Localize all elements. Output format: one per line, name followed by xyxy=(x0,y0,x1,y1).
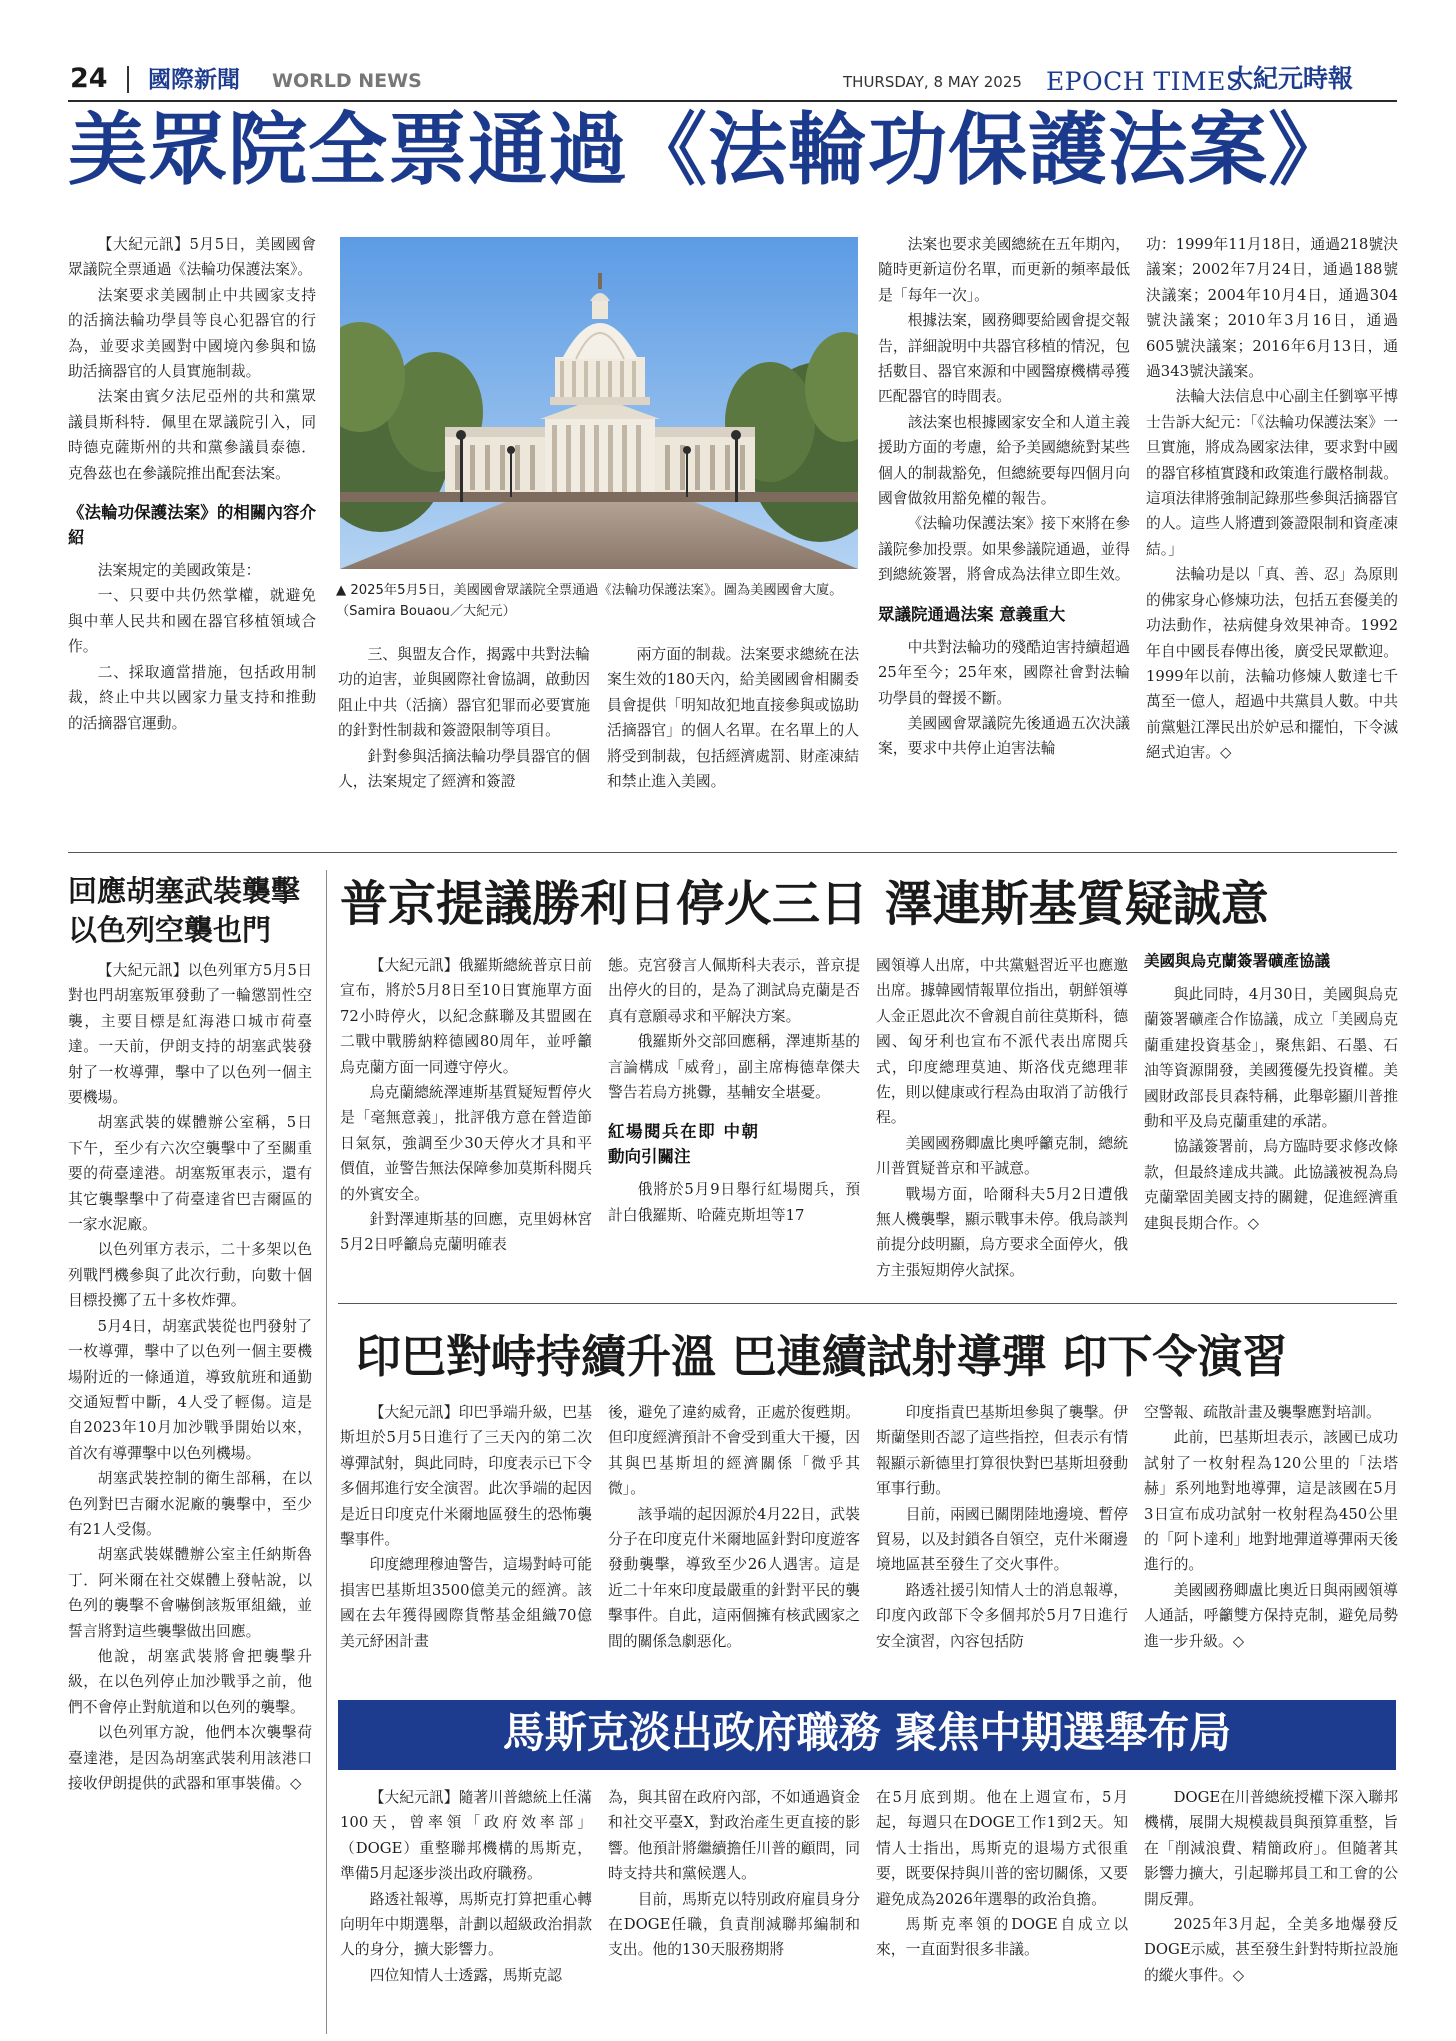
paragraph: 美國國務卿盧比奧呼籲克制，總統川普質疑普京和平誠意。 xyxy=(876,1134,1128,1178)
story4-headline: 馬斯克淡出政府職務 聚焦中期選舉布局 xyxy=(502,1708,1232,1757)
paragraph: 四位知情人士透露，馬斯克認 xyxy=(369,1966,562,1984)
story3-column-2 xyxy=(608,1400,860,1654)
paragraph: 胡塞武裝控制的衛生部稱，在以色列對巴吉爾水泥廠的襲擊中，至少有21人受傷。 xyxy=(68,1470,312,1538)
story2-column-1 xyxy=(340,953,592,1258)
paragraph: DOGE在川普總統授權下深入聯邦機構，展開大規模裁員與預算重整，旨在「削減浪費、精簡政府」。但隨著其影響力擴大，引起聯邦員工和工會的公開反彈。 xyxy=(1144,1789,1398,1908)
paragraph: 三、與盟友合作，揭露中共對法輪功的迫害，並與國際社會協調，啟動因阻止中共（活摘）器官犯罪而必要實施的針對性制裁和簽證限制等項目。 xyxy=(338,646,590,740)
subheading: 紅場閱兵在即 中朝動向引關注 xyxy=(608,1122,758,1167)
column-divider xyxy=(326,870,327,2034)
story1-column-3 xyxy=(607,642,859,794)
story3-column-1 xyxy=(340,1400,592,1654)
paragraph: 印度總理穆迪警告，這場對峙可能損害巴基斯坦3500億美元的經濟。該國在去年獲得國際貨幣基金組織70億美元紓困計畫 xyxy=(340,1556,592,1650)
paragraph: 此前，巴基斯坦表示，該國已成功試射了一枚射程為120公里的「法塔赫」系列地對地導彈，這是該國在5月3日宣布成功試射一枚射程為450公里的「阿卜達利」地對地彈道導彈兩天後進行的。 xyxy=(1144,1429,1398,1574)
paragraph: 胡塞武裝媒體辦公室主任納斯魯丁．阿米爾在社交媒體上發帖說，以色列的襲擊不會嚇倒該叛軍組織，並誓言將對這些襲擊做出回應。 xyxy=(68,1546,312,1640)
brand-logo-en: EPOCH TIMES xyxy=(1046,67,1244,96)
paragraph: 馬斯克率領的DOGE自成立以來，一直面對很多非議。 xyxy=(876,1916,1128,1959)
paragraph: 一、只要中共仍然掌權，就避免與中華人民共和國在器官移植領域合作。 xyxy=(68,587,316,656)
paragraph: 針對澤連斯基的回應，克里姆林宮5月2日呼籲烏克蘭明確表 xyxy=(340,1211,592,1254)
paragraph: 該法案也根據國家安全和人道主義援助方面的考慮，給予美國總統對某些個人的制裁豁免，但總統要每四個月向國會做敘用豁免權的報告。 xyxy=(878,413,1130,508)
paragraph: 美國國會眾議院先後通過五次決議案，要求中共停止迫害法輪 xyxy=(878,714,1130,758)
story2-headline: 普京提議勝利日停火三日 澤連斯基質疑誠意 xyxy=(340,876,1269,932)
paragraph: 【大紀元訊】俄羅斯總統普京日前宣布，將於5月8日至10日實施單方面72小時停火，以紀念蘇聯及其盟國在二戰中戰勝納粹德國80周年，並呼籲烏克蘭方面一同遵守停火。 xyxy=(340,957,592,1076)
paragraph: 空警報、疏散計畫及襲擊應對培訓。 xyxy=(1144,1404,1381,1421)
story2-column-4 xyxy=(1144,949,1398,1236)
side-headline: 回應胡塞武裝襲擊以色列空襲也門 xyxy=(68,874,301,947)
capitol-photo xyxy=(340,237,858,569)
paragraph: 二、採取適當措施，包括政用制裁，終止中共以國家力量支持和推動的活摘器官運動。 xyxy=(68,663,316,732)
paragraph: 法案由賓夕法尼亞州的共和黨眾議員斯科特．佩里在眾議院引入，同時德克薩斯州的共和黨參議員泰德．克魯茲也在參議院推出配套法案。 xyxy=(68,388,316,482)
subheading: 美國與烏克蘭簽署礦產協議 xyxy=(1144,952,1331,970)
paragraph: 目前，馬斯克以特別政府雇員身分在DOGE任職，負責削減聯邦編制和支出。他的130天服務期將 xyxy=(608,1890,860,1959)
paragraph: 路透社援引知情人士的消息報導，印度內政部下令多個邦於5月7日進行安全演習，內容包括防 xyxy=(876,1581,1128,1650)
brand-logo-zh: 大紀元時報 xyxy=(1228,64,1354,93)
main-headline: 美眾院全票通過《法輪功保護法案》 xyxy=(68,103,1348,196)
story3-headline: 印巴對峙持續升溫 巴連續試射導彈 印下令演習 xyxy=(356,1330,1288,1383)
page-number: 24 xyxy=(70,63,108,94)
paragraph: 兩方面的制裁。法案要求總統在法案生效的180天內，給美國國會相關委員會提供「明知故犯地直接參與或協助活摘器官」的個人名單。在名單上的人將受到制裁，包括經濟處罰、財產凍結和禁止進入美國。 xyxy=(607,646,859,791)
paragraph: 法輪大法信息中心副主任劉寧平博士告訴大紀元：「《法輪功保護法案》一旦實施，將成為國家法律，要求對中國的器官移植實踐和政策進行嚴格制裁。這項法律將強制記錄那些參與活摘器官的人。這些人將遭到簽證限制和資產凍結。」 xyxy=(1146,388,1398,558)
header-divider xyxy=(127,66,129,93)
section-rule xyxy=(338,1303,1397,1304)
story1-column-1 xyxy=(68,232,316,736)
paragraph: 目前，兩國已關閉陸地邊境、暫停貿易，以及封鎖各自領空，克什米爾邊境地區甚至發生了交火事件。 xyxy=(876,1505,1128,1574)
paragraph: 烏克蘭總統澤連斯基質疑短暫停火是「毫無意義」，批評俄方意在營造節日氣氛，強調至少30天停火才具和平價值，並警告無法保障參加莫斯科閱兵的外賓安全。 xyxy=(340,1084,592,1203)
story3-column-3 xyxy=(876,1400,1128,1654)
paragraph: 法案規定的美國政策是： xyxy=(97,562,261,580)
story4-column-1 xyxy=(340,1785,592,1988)
paragraph: 俄將於5月9日舉行紅場閱兵，預計白俄羅斯、哈薩克斯坦等17 xyxy=(608,1181,860,1224)
paragraph: 2025年3月起，全美多地爆發反DOGE示威，甚至發生針對特斯拉設施的縱火事件。◇ xyxy=(1144,1916,1398,1984)
paragraph: 戰場方面，哈爾科夫5月2日遭俄無人機襲擊，顯示戰事未停。俄烏談判前提分歧明顯，烏方要求全面停火，俄方主張短期停火試探。 xyxy=(876,1185,1128,1279)
paragraph: 根據法案，國務卿要給國會提交報告，詳細說明中共器官移植的情況，包括數目、器官來源和中國醫療機構尋獲匹配器官的時間表。 xyxy=(878,312,1130,406)
section-rule xyxy=(68,852,1397,853)
issue-date: THURSDAY, 8 MAY 2025 xyxy=(843,73,1022,91)
paragraph: 國領導人出席，中共黨魁習近平也應邀出席。據韓國情報單位指出，朝鮮領導人金正恩此次不會親自前往莫斯科，德國、匈牙利也宣布不派代表出席閱兵式，印度總理莫迪、斯洛伐克總理菲佐，則以健康或行程為由取消了訪俄行程。 xyxy=(876,957,1128,1127)
paragraph: 【大紀元訊】隨著川普總統上任滿100天，曾率領「政府效率部」（DOGE）重整聯邦機構的馬斯克，準備5月起逐步淡出政府職務。 xyxy=(340,1789,592,1883)
paragraph: 《法輪功保護法案》接下來將在參議院參加投票。如果參議院通過，並得到總統簽署，將會成為法律立即生效。 xyxy=(878,515,1130,584)
section-title-zh: 國際新聞 xyxy=(148,67,240,93)
paragraph: 【大紀元訊】印巴爭端升級，巴基斯坦於5月5日進行了三天內的第二次導彈試射，與此同時，印度表示已下令多個邦進行安全演習。此次爭端的起因是近日印度克什米爾地區發生的恐怖襲擊事件。 xyxy=(340,1404,592,1549)
paragraph: 【大紀元訊】以色列軍方5月5日對也門胡塞叛軍發動了一輪懲罰性空襲，主要目標是紅海港口城市荷臺達。一天前，伊朗支持的胡塞武裝發射了一枚導彈，擊中了以色列一個主要機場。 xyxy=(68,962,312,1107)
story3-column-4 xyxy=(1144,1400,1398,1654)
story2-column-3 xyxy=(876,953,1128,1283)
story1-column-4 xyxy=(878,232,1130,762)
paragraph: 針對參與活摘法輪功學員器官的個人，法案規定了經濟和簽證 xyxy=(338,747,590,791)
header-rule xyxy=(68,100,1397,102)
paragraph: 功：1999年11月18日，通過218號決議案；2002年7月24日，通過188號決議案；2004年10月4日，通過304號決議案；2010年3月16日，通過605號決議案；2016年6月13日，通過343號決議案。 xyxy=(1146,236,1398,381)
story1-column-5 xyxy=(1146,232,1398,766)
story1-column-2 xyxy=(338,642,590,794)
paragraph: 協議簽署前，烏方臨時要求修改條款，但最終達成共識。此協議被視為烏克蘭鞏固美國支持的關鍵，促進經濟重建與長期合作。◇ xyxy=(1144,1138,1398,1232)
capitol-building-image xyxy=(340,237,858,569)
side-story-body xyxy=(68,958,312,1796)
section-title-en: WORLD NEWS xyxy=(272,70,422,92)
story4-headline-band xyxy=(338,1700,1396,1770)
paragraph: 後，避免了違約威脅，正處於復甦期。但印度經濟預計不會受到重大干擾，因其與巴基斯坦的經濟關係「微乎其微」。 xyxy=(608,1404,860,1498)
photo-caption: ▲ 2025年5月5日，美國國會眾議院全票通過《法輪功保護法案》。圖為美國國會大廈。（Samira Bouaou／大紀元） xyxy=(336,583,843,619)
story4-column-3 xyxy=(876,1785,1128,1963)
story4-column-4 xyxy=(1144,1785,1398,1988)
paragraph: 在5月底到期。他在上週宣布，5月起，每週只在DOGE工作1到2天。知情人士指出，馬斯克的退場方式很重要，既要保持與川普的密切關係，又要避免成為2026年選舉的政治負擔。 xyxy=(876,1789,1128,1908)
subheading: 眾議院通過法案 意義重大 xyxy=(878,604,1066,624)
paragraph: 美國國務卿盧比奧近日與兩國領導人通話，呼籲雙方保持克制，避免局勢進一步升級。◇ xyxy=(1144,1581,1398,1650)
paragraph: 以色列軍方說，他們本次襲擊荷臺達港，是因為胡塞武裝利用該港口接收伊朗提供的武器和軍事裝備。◇ xyxy=(68,1724,312,1792)
paragraph: 法輪功是以「真、善、忍」為原則的佛家身心修煉功法，包括五套優美的功法動作，祛病健身效果神奇。1992年自中國長春傳出後，廣受民眾歡迎。1999年以前，法輪功修煉人數達七千萬至一億人，超過中共黨員人數。中共前黨魁江澤民出於妒忌和擺怕，下令滅絕式迫害。◇ xyxy=(1146,566,1398,762)
paragraph: 他說，胡塞武裝將會把襲擊升級，在以色列停止加沙戰爭之前，他們不會停止對航道和以色列的襲擊。 xyxy=(68,1647,312,1716)
paragraph: 【大紀元訊】5月5日，美國國會眾議院全票通過《法輪功保護法案》。 xyxy=(68,236,316,279)
paragraph: 為，與其留在政府內部，不如通過資金和社交平臺X，對政治產生更直接的影響。他預計將繼續擔任川普的顧問，同時支持共和黨候選人。 xyxy=(608,1789,860,1883)
paragraph: 與此同時，4月30日，美國與烏克蘭簽署礦產合作協議，成立「美國烏克蘭重建投資基金」，聚焦鋁、石墨、石油等資源開發，美國獲優先投資權。美國財政部長貝森特稱，此舉彰顯川普推動和平及烏克蘭重建的承諾。 xyxy=(1144,986,1398,1131)
subheading: 《法輪功保護法案》的相關內容介紹 xyxy=(68,503,316,548)
paragraph: 路透社報導，馬斯克打算把重心轉向明年中期選舉，計劃以超級政治捐款人的身分，擴大影響力。 xyxy=(340,1890,592,1959)
paragraph: 中共對法輪功的殘酷迫害持續超過25年至今；25年來，國際社會對法輪功學員的聲援不斷。 xyxy=(878,638,1130,707)
paragraph: 印度指責巴基斯坦參與了襲擊。伊斯蘭堡則否認了這些指控，但表示有情報顯示新德里打算很快對巴基斯坦發動軍事行動。 xyxy=(876,1404,1128,1498)
paragraph: 以色列軍方表示，二十多架以色列戰鬥機參與了此次行動，向數十個目標投擲了五十多枚炸彈。 xyxy=(68,1241,312,1310)
paragraph: 該爭端的起因源於4月22日，武裝分子在印度克什米爾地區針對印度遊客發動襲擊，導致至少26人遇害。這是近二十年來印度最嚴重的針對平民的襲擊事件。自此，這兩個擁有核武國家之間的關係急劇惡化。 xyxy=(608,1505,860,1650)
paragraph: 法案要求美國制止中共國家支持的活摘法輪功學員等良心犯器官的行為，並要求美國對中國境內參與和協助活摘器官的人員實施制裁。 xyxy=(68,286,316,381)
paragraph: 俄羅斯外交部回應稱，澤連斯基的言論構成「威脅」，副主席梅德韋傑夫警告若烏方挑釁，基輔安全堪憂。 xyxy=(608,1033,860,1102)
paragraph: 法案也要求美國總統在五年期內，隨時更新這份名單，而更新的頻率最低是「每年一次」。 xyxy=(878,236,1130,304)
paragraph: 胡塞武裝的媒體辦公室稱，5日下午，至少有六次空襲擊中了至關重要的荷臺達港。胡塞叛軍表示，還有其它襲擊擊中了荷臺達省巴吉爾區的一家水泥廠。 xyxy=(68,1114,312,1234)
story4-column-2 xyxy=(608,1785,860,1963)
paragraph: 5月4日，胡塞武裝從也門發射了一枚導彈，擊中了以色列一個主要機場附近的一條通道，導致航班和通勤交通短暫中斷，4人受了輕傷。這是自2023年10月加沙戰爭開始以來，首次有導彈擊中以色列機場。 xyxy=(68,1317,312,1462)
story2-column-2 xyxy=(608,953,860,1228)
paragraph: 態。克宮發言人佩斯科夫表示，普京提出停火的目的，是為了測試烏克蘭是否真有意願尋求和平解決方案。 xyxy=(608,957,860,1025)
